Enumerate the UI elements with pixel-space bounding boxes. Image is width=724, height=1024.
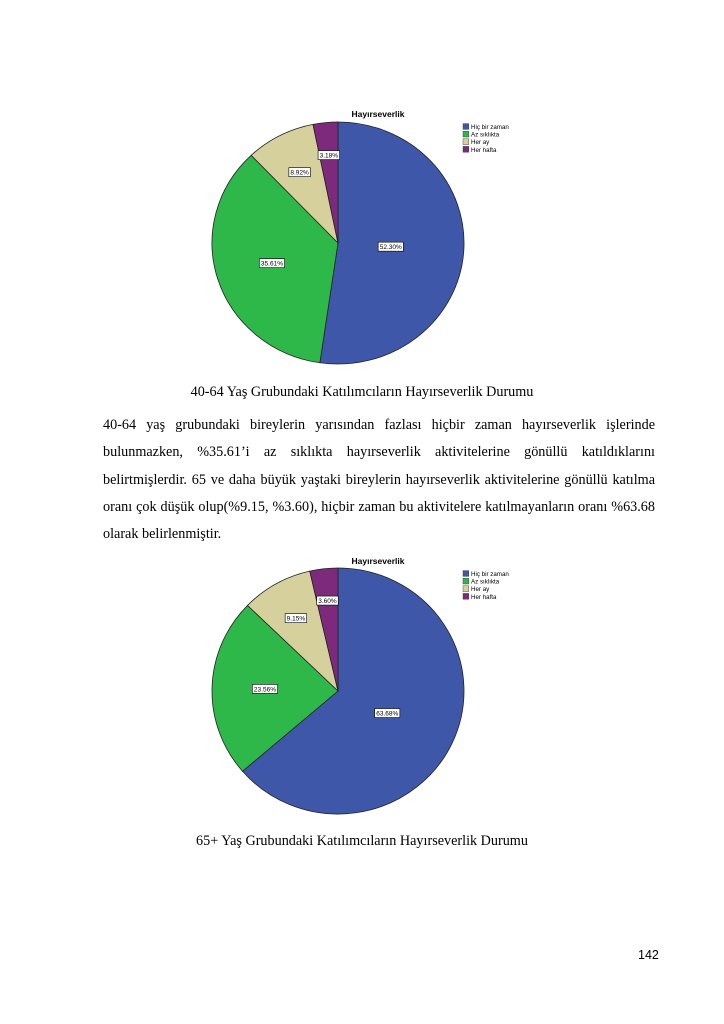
legend-swatch-her-hafta: [463, 593, 469, 599]
legend-swatch-her-ay: [463, 586, 469, 592]
slice-value-label: 63.68%: [376, 710, 399, 718]
chart-title: Hayırseverlik: [351, 109, 405, 119]
slice-value-label: 8.92%: [290, 169, 309, 177]
pie-chart-svg: [0, 105, 724, 375]
legend-swatch-az-siklikta: [463, 578, 469, 584]
legend-swatch-hic-bir-zaman: [463, 571, 469, 577]
pie-chart-svg: [0, 552, 724, 827]
chart-title: Hayırseverlik: [351, 556, 405, 566]
legend-label-hic-bir-zaman: Hiç bir zaman: [471, 571, 509, 578]
legend-label-her-hafta: Her hafta: [471, 146, 497, 154]
pie-chart-65-plus: [0, 552, 724, 827]
figure-caption: 40-64 Yaş Grubundaki Katılımcıların Hayırseverlik Durumu: [190, 384, 534, 400]
legend-label-hic-bir-zaman: Hiç bir zaman: [471, 124, 509, 131]
body-paragraph: 40-64 yaş grubundaki bireylerin yarısından fazlası hiçbir zaman hayırseverlik işlerinde bulunmazken, %35.61’i az sıklıkta hayırseverlik aktivitelerine gönüllü katıldıklarını belirtmişlerdir. 65 ve daha büyük yaştaki bireylerin hayırseverlik aktivitelerine gönüllü katılma oranı çok düşük olup(%9.15, %3.60), hiçbir zaman bu aktivitelere katılmayanların oranı %63.68 olarak belirlenmiştir.: [103, 417, 655, 543]
legend-swatch-hic-bir-zaman: [463, 124, 469, 130]
legend-label-her-ay: Her ay: [471, 139, 490, 147]
slice-value-label: 23.56%: [253, 686, 276, 694]
legend-swatch-az-siklikta: [463, 131, 469, 137]
legend-label-her-ay: Her ay: [471, 586, 490, 594]
legend-label-az-siklikta: Az sıklıkta: [471, 578, 500, 586]
slice-value-label: 3.18%: [319, 152, 339, 160]
slice-value-label: 3.60%: [318, 597, 337, 605]
pie-chart-40-64: [0, 105, 724, 375]
slice-value-label: 9.15%: [286, 615, 306, 623]
legend-swatch-her-ay: [463, 139, 469, 145]
slice-value-label: 35.61%: [260, 260, 283, 268]
legend-swatch-her-hafta: [463, 146, 469, 152]
figure-caption: 65+ Yaş Grubundaki Katılımcıların Hayırseverlik Durumu: [196, 833, 528, 849]
legend-label-her-hafta: Her hafta: [471, 593, 497, 601]
page-number: 142: [638, 948, 659, 962]
legend-label-az-siklikta: Az sıklıkta: [471, 131, 500, 139]
slice-value-label: 52.30%: [379, 244, 402, 252]
